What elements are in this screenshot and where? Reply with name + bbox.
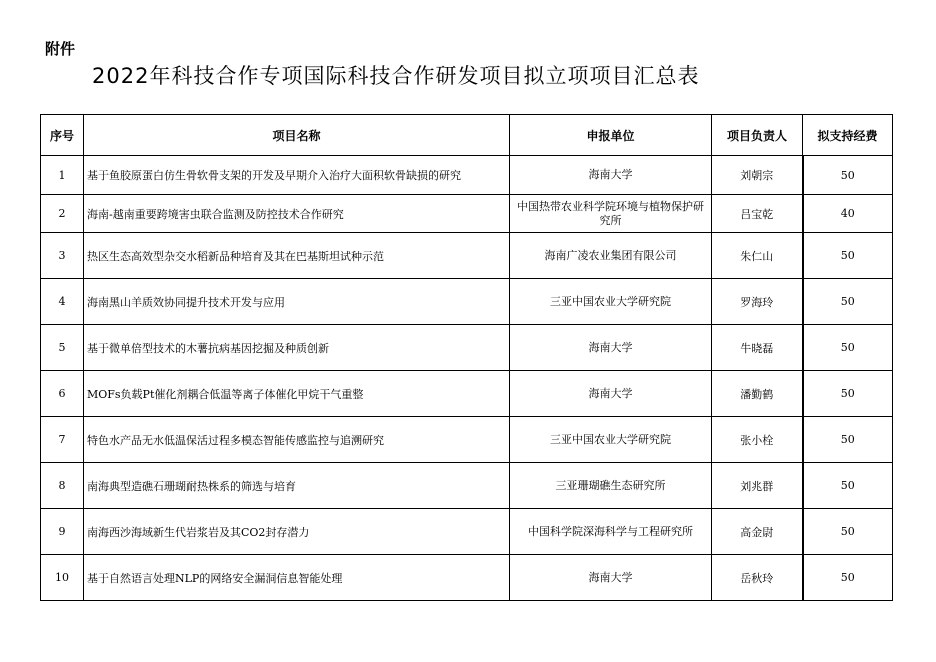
cell-project-name: 基于鱼胶原蛋白仿生骨软骨支架的开发及早期介入治疗大面积软骨缺损的研究 <box>84 156 510 195</box>
cell-applicant-unit: 海南广凌农业集团有限公司 <box>510 233 712 279</box>
cell-applicant-unit: 海南大学 <box>510 555 712 601</box>
cell-project-leader: 张小栓 <box>712 417 803 463</box>
cell-seq: 7 <box>41 417 84 463</box>
cell-project-leader: 牛晓磊 <box>712 325 803 371</box>
table-row <box>41 417 893 463</box>
cell-project-name: 基于自然语言处理NLP的网络安全漏洞信息智能处理 <box>84 555 510 601</box>
table-row <box>41 509 893 555</box>
cell-project-name: 海南-越南重要跨境害虫联合监测及防控技术合作研究 <box>84 195 510 233</box>
cell-applicant-unit: 三亚中国农业大学研究院 <box>510 417 712 463</box>
cell-funding: 50 <box>803 463 893 509</box>
table-row <box>41 279 893 325</box>
table-row <box>41 195 893 233</box>
cell-project-leader: 刘兆群 <box>712 463 803 509</box>
cell-project-name: 南海典型造礁石珊瑚耐热株系的筛选与培育 <box>84 463 510 509</box>
table-row <box>41 555 893 601</box>
cell-seq: 2 <box>41 195 84 233</box>
table-header-row <box>41 115 893 156</box>
table-row <box>41 463 893 509</box>
cell-project-leader: 潘勤鹤 <box>712 371 803 417</box>
cell-project-leader: 岳秋玲 <box>712 555 803 601</box>
cell-seq: 5 <box>41 325 84 371</box>
cell-applicant-unit: 三亚中国农业大学研究院 <box>510 279 712 325</box>
cell-seq: 6 <box>41 371 84 417</box>
project-summary-table <box>40 114 893 601</box>
header-project-leader: 项目负责人 <box>712 115 803 156</box>
cell-funding: 50 <box>803 417 893 463</box>
header-seq: 序号 <box>41 115 84 156</box>
cell-project-leader: 罗海玲 <box>712 279 803 325</box>
cell-seq: 10 <box>41 555 84 601</box>
table-row <box>41 371 893 417</box>
cell-funding: 50 <box>803 371 893 417</box>
cell-project-leader: 高金尉 <box>712 509 803 555</box>
cell-funding: 50 <box>803 325 893 371</box>
cell-project-name: MOFs负载Pt催化剂耦合低温等离子体催化甲烷干气重整 <box>84 371 510 417</box>
cell-seq: 9 <box>41 509 84 555</box>
cell-applicant-unit: 海南大学 <box>510 371 712 417</box>
cell-funding: 50 <box>803 233 893 279</box>
cell-applicant-unit: 三亚珊瑚礁生态研究所 <box>510 463 712 509</box>
cell-funding: 40 <box>803 195 893 233</box>
cell-applicant-unit: 中国科学院深海科学与工程研究所 <box>510 509 712 555</box>
cell-seq: 8 <box>41 463 84 509</box>
cell-project-name: 南海西沙海域新生代岩浆岩及其CO2封存潜力 <box>84 509 510 555</box>
cell-project-name: 基于微单倍型技术的木薯抗病基因挖掘及种质创新 <box>84 325 510 371</box>
header-funding: 拟支持经费 <box>803 115 893 156</box>
cell-applicant-unit: 海南大学 <box>510 156 712 195</box>
cell-funding: 50 <box>803 279 893 325</box>
header-project-name: 项目名称 <box>84 115 510 156</box>
document-title: 2022年科技合作专项国际科技合作研发项目拟立项项目汇总表 <box>92 64 700 88</box>
cell-project-name: 海南黑山羊质效协同提升技术开发与应用 <box>84 279 510 325</box>
table-row <box>41 325 893 371</box>
cell-funding: 50 <box>803 509 893 555</box>
cell-project-name: 热区生态高效型杂交水稻新品种培育及其在巴基斯坦试种示范 <box>84 233 510 279</box>
table-row <box>41 233 893 279</box>
cell-project-name: 特色水产品无水低温保活过程多模态智能传感监控与追溯研究 <box>84 417 510 463</box>
attachment-label: 附件 <box>45 40 76 58</box>
cell-project-leader: 朱仁山 <box>712 233 803 279</box>
cell-seq: 4 <box>41 279 84 325</box>
cell-seq: 1 <box>41 156 84 195</box>
header-applicant-unit: 申报单位 <box>510 115 712 156</box>
cell-project-leader: 刘朝宗 <box>712 156 803 195</box>
cell-funding: 50 <box>803 156 893 195</box>
cell-funding: 50 <box>803 555 893 601</box>
cell-applicant-unit: 中国热带农业科学院环境与植物保护研究所 <box>510 195 712 233</box>
table-row <box>41 156 893 195</box>
cell-seq: 3 <box>41 233 84 279</box>
cell-applicant-unit: 海南大学 <box>510 325 712 371</box>
cell-project-leader: 吕宝乾 <box>712 195 803 233</box>
